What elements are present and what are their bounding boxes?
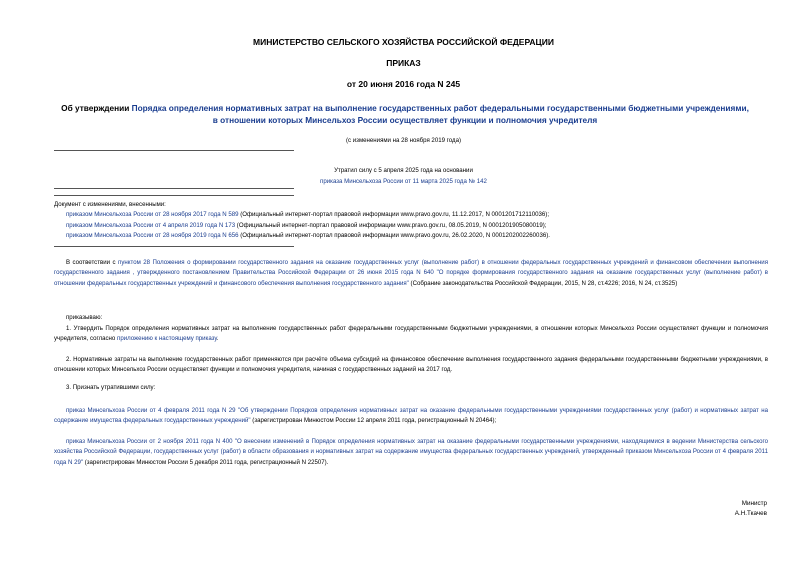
divider — [54, 150, 294, 151]
list-item: приказом Минсельхоза России от 28 ноября 2019 года N 656 (Официальный интернет-портал правовой информации www.pravo.gov.ru, 26.02.2020, N 0001202002260036). — [66, 231, 550, 239]
expired-link[interactable]: приказа Минсельхоза России от 11 марта 2025 года № 142 — [320, 178, 487, 185]
expired-note — [0, 165, 807, 187]
ministry-heading: МИНИСТЕРСТВО СЕЛЬСКОГО ХОЗЯЙСТВА РОССИЙСКОЙ ФЕДЕРАЦИИ — [253, 37, 554, 47]
title-link[interactable]: Порядка определения нормативных затрат на выполнение государственных работ федеральными государственными бюджетными учреждениями, в отношении которых Минсельхоз России осуществляет функции и полномочия учредителя — [131, 103, 749, 125]
paragraph-2: 2. Нормативные затраты на выполнение государственных работ применяются при расчёте объема субсидий на финансовое обеспечение выполнения государственного задания федеральными государственными бюджетными учреждениями, в отношении которых Минсельхоз России осуществляет функции и полномочия учредителя, начиная с государственных заданий на 2017 год. — [54, 356, 768, 374]
paragraph-1: 1. Утвердить Порядок определения нормативных затрат на выполнение государственных работ федеральными государственными бюджетными учреждениями, в отношении которых Минсельхоз России осуществляет функции и полномочия учредителя, согласно приложению к настоящему приказу. — [54, 325, 768, 343]
edits-note: (с изменениями на 28 ноября 2019 года) — [346, 137, 461, 144]
divider — [54, 246, 294, 247]
signature-position: Министр — [741, 500, 767, 507]
expired-line: Утратил силу с 5 апреля 2025 года на основании — [334, 167, 473, 174]
repealed-link-2[interactable]: приказ Минсельхоза России от 2 ноября 2011 года N 400 "О внесении изменений в Порядок определения нормативных затрат на оказание федеральными государственными учреждениями, находящимися в ведении Министерства сельского хозяйства Российской Федерации, государственных услуг (работ) в области образования и нормативных затрат на содержание имущества федеральных государственных учреждений, утвержденный приказом Минсельхоза России от 4 февраля 2011 года N 29" — [54, 438, 768, 466]
basis-link[interactable]: пунктом 28 Положения о формировании государственного задания на оказание государственных услуг (выполнение работ) в отношении федеральных государственных учреждений и финансовом обеспечении выполнения государственного задания , утвержденного постановлением Правительства Российской Федерации от 26 июня 2015 года N 640 "О порядке формирования государственного задания на оказание государственных услуг (выполнение работ) в отношении федеральных государственных учреждений и финансового обеспечения выполнения государственного задания" — [54, 259, 768, 287]
divider — [54, 195, 294, 196]
amendment-link[interactable]: приказом Минсельхоза России от 4 апреля 2019 года N 173 — [66, 221, 236, 229]
document-title — [60, 102, 750, 126]
repealed-item-2: приказ Минсельхоза России от 2 ноября 2011 года N 400 "О внесении изменений в Порядок определения нормативных затрат на оказание федеральными государственными учреждениями, находящимися в ведении Министерства сельского хозяйства Российской Федерации, государственных услуг (работ) в области образования и нормативных затрат на содержание имущества федеральных государственных учреждений, утвержденный приказом Минсельхоза России от 4 февраля 2011 года N 29" (зарегистрирован Минюстом России 5 декабря 2011 года, регистрационный N 22507). — [54, 438, 768, 466]
date-number-heading: от 20 июня 2016 года N 245 — [346, 79, 461, 89]
title-prefix: Об утверждении — [61, 103, 132, 113]
repealed-link-1[interactable]: приказ Минсельхоза России от 4 февраля 2011 года N 29 "Об утверждении Порядков определения нормативных затрат на оказание федеральными государственными учреждениями государственных услуг (работ) и нормативных затрат на содержание имущества федеральных государственных учреждений" — [54, 407, 768, 425]
amendment-link[interactable]: приказом Минсельхоза России от 28 ноября 2019 года N 656 — [66, 231, 239, 239]
amendments-list — [54, 200, 768, 241]
paragraph-3: 3. Признать утратившими силу: — [66, 384, 156, 391]
repealed-item-1: приказ Минсельхоза России от 4 февраля 2011 года N 29 "Об утверждении Порядков определения нормативных затрат на оказание федеральными государственными учреждениями государственных услуг (работ) и нормативных затрат на содержание имущества федеральных государственных учреждений" (зарегистрирован Минюстом России 12 апреля 2011 года, регистрационный N 20464); — [54, 407, 768, 425]
doc-type-heading: ПРИКАЗ — [386, 58, 421, 68]
list-item: приказом Минсельхоза России от 28 ноября 2017 года N 589 (Официальный интернет-портал правовой информации www.pravo.gov.ru, 11.12.2017, N 0001201712110036); — [66, 211, 550, 219]
signature-name: А.Н.Ткачев — [734, 510, 767, 517]
divider — [54, 188, 294, 189]
appendix-link[interactable]: приложению к настоящему приказу — [117, 335, 217, 343]
order-word: приказываю: — [66, 314, 103, 321]
paragraph-basis: В соответствии с пунктом 28 Положения о формировании государственного задания на оказание государственных услуг (выполнение работ) в отношении федеральных государственных учреждений и финансовом обеспечении выполнения государственного задания , утвержденного постановлением Правительства Российской Федерации от 26 июня 2015 года N 640 "О порядке формирования государственного задания на оказание государственных услуг (выполнение работ) в отношении федеральных государственных учреждений и финансового обеспечения выполнения государственного задания" (Собрание законодательства Российской Федерации, 2015, N 28, ст.4226; 2016, N 24, ст.3525) — [54, 259, 768, 287]
list-item: приказом Минсельхоза России от 4 апреля 2019 года N 173 (Официальный интернет-портал правовой информации www.pravo.gov.ru, 08.05.2019, N 0001201905080019); — [66, 221, 547, 229]
amendment-link[interactable]: приказом Минсельхоза России от 28 ноября 2017 года N 589 — [66, 211, 239, 219]
amendments-heading: Документ с изменениями, внесенными: — [54, 201, 166, 208]
